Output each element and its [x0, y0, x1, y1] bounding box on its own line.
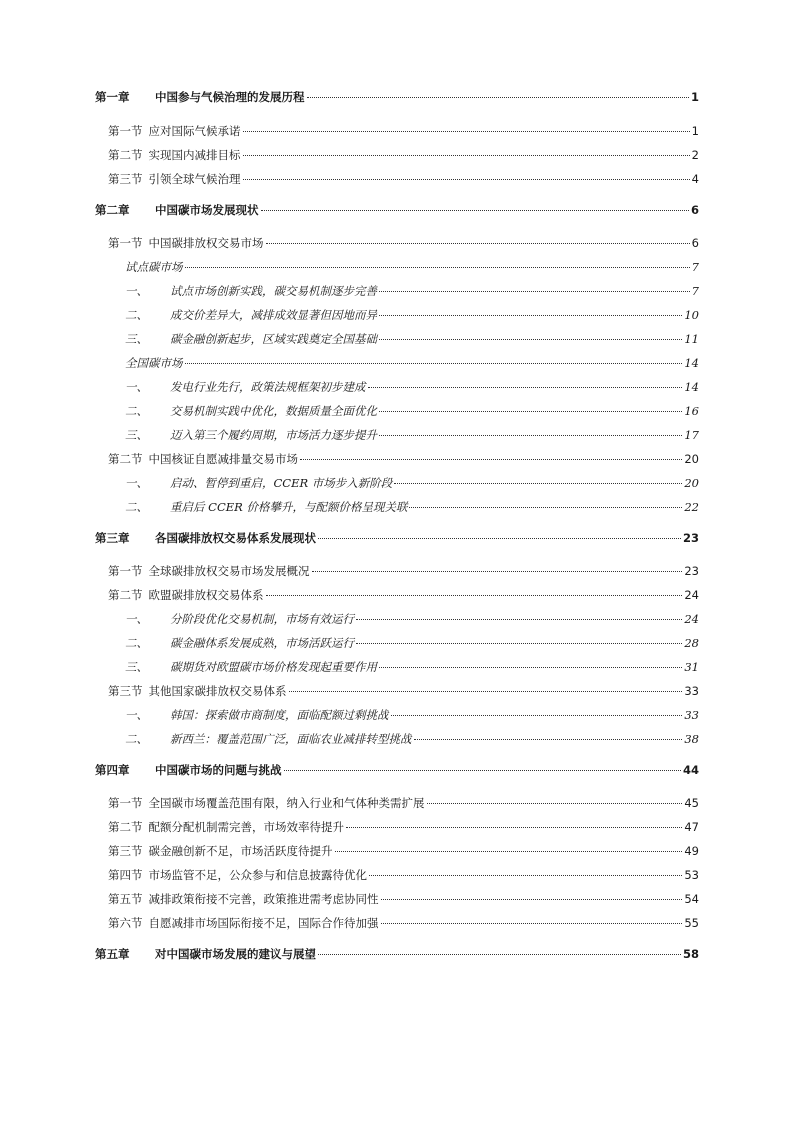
toc-entry-title: 试点市场创新实践，碳交易机制逐步完善: [170, 284, 377, 298]
toc-entry-label: [108, 819, 344, 835]
toc-entry-chapter[interactable]: [95, 530, 699, 546]
toc-entry-title: 成交价差异大，减排成效显著但因地而异: [170, 308, 377, 322]
toc-entry-title: 中国碳市场发展现状: [155, 203, 259, 217]
toc-entry-label: [95, 530, 316, 546]
toc-entry-section[interactable]: [95, 451, 699, 467]
toc-entry-section[interactable]: [95, 563, 699, 579]
toc-entry-label: [125, 499, 407, 515]
toc-page-number: 1: [691, 124, 699, 138]
toc-page-number: 31: [684, 660, 699, 674]
toc-entry-number: 第一节: [108, 796, 143, 810]
toc-entry-sub[interactable]: [95, 259, 699, 275]
toc-entry-label: [108, 795, 425, 811]
toc-entry-number: 三、: [125, 428, 148, 442]
toc-entry-item[interactable]: [95, 307, 699, 323]
toc-entry-label: [125, 659, 377, 675]
toc-entry-chapter[interactable]: [95, 89, 699, 105]
toc-entry-number: 第一节: [108, 236, 143, 250]
dot-leader: [335, 851, 683, 852]
toc-entry-title: 发电行业先行，政策法规框架初步建成: [170, 380, 366, 394]
toc-page-number: 6: [690, 203, 699, 217]
toc-entry-chapter[interactable]: [95, 762, 699, 778]
toc-entry-label: [95, 89, 305, 105]
toc-page-number: 23: [684, 564, 699, 578]
toc-entry-label: [125, 259, 183, 275]
toc-entry-number: 第一节: [108, 124, 143, 138]
toc-entry-title: 韩国：探索做市商制度，面临配额过剩挑战: [170, 708, 389, 722]
toc-entry-item[interactable]: [95, 475, 699, 491]
toc-entry-title: 市场监管不足，公众参与和信息披露待优化: [148, 868, 367, 882]
toc-page-number: 28: [684, 636, 699, 650]
toc-entry-item[interactable]: [95, 659, 699, 675]
toc-entry-chapter[interactable]: [95, 946, 699, 962]
toc-entry-label: [108, 587, 264, 603]
toc-entry-title: 碳金融创新不足，市场活跃度待提升: [148, 844, 333, 858]
toc-entry-item[interactable]: [95, 731, 699, 747]
dot-leader: [185, 363, 683, 364]
dot-leader: [414, 739, 683, 740]
toc-entry-title: 欧盟碳排放权交易体系: [148, 588, 264, 602]
toc-entry-number: 第四章: [95, 763, 130, 777]
toc-page-number: 45: [684, 796, 699, 810]
toc-entry-title: 中国参与气候治理的发展历程: [155, 90, 305, 104]
toc-entry-section[interactable]: [95, 843, 699, 859]
dot-leader: [379, 667, 682, 668]
toc-entry-label: [95, 202, 259, 218]
toc-entry-number: 一、: [125, 284, 148, 298]
toc-entry-number: 一、: [125, 612, 148, 626]
toc-entry-label: [125, 635, 354, 651]
toc-entry-item[interactable]: [95, 611, 699, 627]
dot-leader: [289, 691, 683, 692]
toc-entry-title: 全国碳市场覆盖范围有限，纳入行业和气体种类需扩展: [148, 796, 425, 810]
dot-leader: [409, 507, 682, 508]
dot-leader: [379, 435, 682, 436]
toc-entry-label: [108, 123, 241, 139]
toc-entry-title: 分阶段优化交易机制，市场有效运行: [170, 612, 354, 626]
toc-entry-title: 新西兰：覆盖范围广泛，面临农业减排转型挑战: [170, 732, 412, 746]
toc-page-number: 33: [684, 708, 699, 722]
toc-page-number: 23: [682, 531, 699, 545]
toc-page-number: 7: [691, 284, 699, 298]
toc-entry-title: 应对国际气候承诺: [148, 124, 241, 138]
dot-leader: [356, 643, 682, 644]
toc-entry-number: 二、: [125, 636, 148, 650]
toc-entry-label: [125, 611, 354, 627]
toc-page-number: 1: [690, 90, 699, 104]
toc-entry-section[interactable]: [95, 891, 699, 907]
toc-entry-section[interactable]: [95, 867, 699, 883]
toc-entry-number: 第五章: [95, 947, 130, 961]
toc-entry-label: [125, 403, 377, 419]
dot-leader: [379, 411, 682, 412]
dot-leader: [185, 267, 690, 268]
dot-leader: [261, 210, 689, 211]
toc-entry-number: 第二节: [108, 820, 143, 834]
toc-entry-title: 碳金融创新起步，区域实践奠定全国基础: [170, 332, 377, 346]
dot-leader: [394, 483, 682, 484]
toc-entry-section[interactable]: [95, 123, 699, 139]
toc-entry-label: [125, 307, 377, 323]
toc-entry-title: 交易机制实践中优化，数据质量全面优化: [170, 404, 377, 418]
toc-entry-label: [125, 427, 377, 443]
toc-page-number: 14: [684, 380, 699, 394]
dot-leader: [381, 899, 683, 900]
toc-entry-number: 二、: [125, 500, 148, 514]
toc-entry-number: 三、: [125, 660, 148, 674]
toc-entry-section[interactable]: [95, 171, 699, 187]
toc-entry-item[interactable]: [95, 427, 699, 443]
toc-entry-number: 第三章: [95, 531, 130, 545]
toc-entry-label: [108, 891, 379, 907]
toc-page-number: 53: [684, 868, 699, 882]
dot-leader: [381, 923, 683, 924]
dot-leader: [284, 770, 681, 771]
toc-entry-title: 试点碳市场: [125, 260, 183, 274]
toc-entry-section[interactable]: [95, 235, 699, 251]
toc-entry-label: [108, 235, 264, 251]
toc-page-number: 49: [684, 844, 699, 858]
dot-leader: [379, 291, 690, 292]
toc-entry-title: 自愿减排市场国际衔接不足，国际合作待加强: [148, 916, 379, 930]
toc-entry-title: 中国核证自愿减排量交易市场: [148, 452, 298, 466]
dot-leader: [369, 875, 682, 876]
dot-leader: [307, 97, 689, 98]
dot-leader: [356, 619, 682, 620]
toc-entry-label: [125, 731, 412, 747]
toc-entry-label: [108, 843, 333, 859]
dot-leader: [243, 179, 690, 180]
dot-leader: [346, 827, 682, 828]
toc-entry-label: [108, 171, 241, 187]
toc-entry-number: 第一节: [108, 564, 143, 578]
toc-entry-number: 第三节: [108, 844, 143, 858]
toc-entry-number: 一、: [125, 476, 148, 490]
toc-entry-title: 配额分配机制需完善，市场效率待提升: [148, 820, 344, 834]
toc-entry-item[interactable]: [95, 707, 699, 723]
toc-entry-label: [125, 707, 389, 723]
dot-leader: [379, 315, 682, 316]
toc-entry-title: 启动、暂停到重启，CCER 市场步入新阶段: [170, 476, 393, 490]
toc-entry-number: 第二章: [95, 203, 130, 217]
toc-page-number: 22: [684, 500, 699, 514]
toc-entry-label: [125, 331, 377, 347]
toc-entry-title: 碳期货对欧盟碳市场价格发现起重要作用: [170, 660, 377, 674]
toc-entry-item[interactable]: [95, 283, 699, 299]
toc-entry-title: 中国碳排放权交易市场: [148, 236, 264, 250]
toc-entry-item[interactable]: [95, 379, 699, 395]
toc-entry-title: 全国碳市场: [125, 356, 183, 370]
toc-entry-number: 第二节: [108, 452, 143, 466]
toc-page-number: 55: [684, 916, 699, 930]
toc-entry-label: [108, 563, 310, 579]
toc-entry-title: 实现国内减排目标: [148, 148, 241, 162]
toc-page-number: 54: [684, 892, 699, 906]
toc-page-number: 38: [684, 732, 699, 746]
dot-leader: [243, 155, 690, 156]
toc-page-number: 20: [684, 452, 699, 466]
toc-entry-label: [108, 915, 379, 931]
toc-entry-number: 一、: [125, 708, 148, 722]
toc-entry-number: 三、: [125, 332, 148, 346]
toc-page-number: 44: [682, 763, 699, 777]
dot-leader: [318, 538, 681, 539]
dot-leader: [266, 243, 690, 244]
dot-leader: [243, 131, 690, 132]
toc-entry-label: [95, 762, 282, 778]
toc-page-number: 24: [684, 588, 699, 602]
toc-entry-title: 引领全球气候治理: [148, 172, 241, 186]
toc-entry-section[interactable]: [95, 915, 699, 931]
toc-entry-title: 全球碳排放权交易市场发展概况: [148, 564, 310, 578]
toc-entry-section[interactable]: [95, 683, 699, 699]
dot-leader: [312, 571, 683, 572]
toc-entry-number: 二、: [125, 732, 148, 746]
dot-leader: [368, 387, 683, 388]
toc-entry-sub[interactable]: [95, 355, 699, 371]
toc-entry-title: 对中国碳市场发展的建议与展望: [155, 947, 316, 961]
toc-page-number: 10: [684, 308, 699, 322]
toc-entry-label: [108, 451, 298, 467]
toc-entry-number: 第四节: [108, 868, 143, 882]
toc-page-number: 14: [684, 356, 699, 370]
toc-entry-label: [125, 379, 366, 395]
toc-entry-number: 第二节: [108, 148, 143, 162]
toc-entry-section[interactable]: [95, 795, 699, 811]
dot-leader: [318, 954, 681, 955]
toc-entry-title: 中国碳市场的问题与挑战: [155, 763, 282, 777]
toc-page-number: 58: [682, 947, 699, 961]
dot-leader: [266, 595, 683, 596]
toc-page-number: 20: [684, 476, 699, 490]
toc-entry-title: 重启后 CCER 价格攀升，与配额价格呈现关联: [170, 500, 408, 514]
toc-entry-title: 减排政策衔接不完善，政策推进需考虑协同性: [148, 892, 379, 906]
toc-page-number: 24: [684, 612, 699, 626]
toc-entry-number: 第一章: [95, 90, 130, 104]
toc-entry-label: [95, 946, 316, 962]
toc-page-number: 7: [691, 260, 699, 274]
toc-page-number: 47: [684, 820, 699, 834]
toc-entry-number: 第三节: [108, 684, 143, 698]
toc-entry-number: 一、: [125, 380, 148, 394]
toc-entry-label: [108, 867, 367, 883]
toc-entry-item[interactable]: [95, 499, 699, 515]
toc-entry-number: 第二节: [108, 588, 143, 602]
toc-entry-number: 第六节: [108, 916, 143, 930]
toc-entry-item[interactable]: [95, 331, 699, 347]
dot-leader: [300, 459, 682, 460]
toc-entry-label: [125, 355, 183, 371]
toc-entry-section[interactable]: [95, 147, 699, 163]
toc-page-number: 2: [691, 148, 699, 162]
toc-page-number: 4: [691, 172, 699, 186]
dot-leader: [427, 803, 683, 804]
toc-page-number: 6: [691, 236, 699, 250]
toc-entry-title: 各国碳排放权交易体系发展现状: [155, 531, 316, 545]
toc-entry-number: 第五节: [108, 892, 143, 906]
toc-entry-item[interactable]: [95, 635, 699, 651]
toc-entry-title: 其他国家碳排放权交易体系: [148, 684, 287, 698]
toc-entry-label: [108, 147, 241, 163]
toc-entry-chapter[interactable]: [95, 202, 699, 218]
toc-entry-title: 碳金融体系发展成熟，市场活跃运行: [170, 636, 354, 650]
toc-entry-number: 二、: [125, 404, 148, 418]
toc-entry-section[interactable]: [95, 587, 699, 603]
toc-entry-label: [108, 683, 287, 699]
toc-entry-section[interactable]: [95, 819, 699, 835]
dot-leader: [379, 339, 682, 340]
toc-page-number: 11: [684, 332, 699, 346]
toc-entry-title: 迈入第三个履约周期，市场活力逐步提升: [170, 428, 377, 442]
toc-entry-label: [125, 475, 392, 491]
toc-page-number: 16: [684, 404, 699, 418]
toc-page-number: 33: [684, 684, 699, 698]
toc-entry-number: 二、: [125, 308, 148, 322]
toc-page-number: 17: [684, 428, 699, 442]
toc-entry-number: 第三节: [108, 172, 143, 186]
toc-entry-label: [125, 283, 377, 299]
dot-leader: [391, 715, 683, 716]
toc-entry-item[interactable]: [95, 403, 699, 419]
